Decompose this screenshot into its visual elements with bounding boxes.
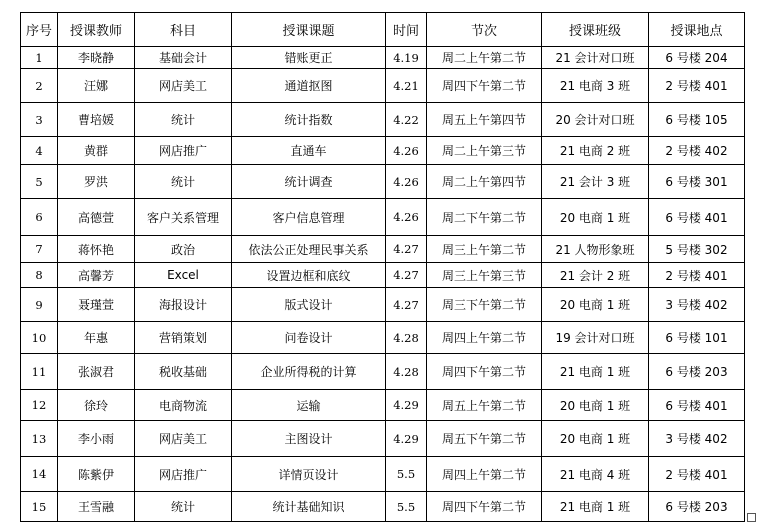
header-index: 序号 (21, 13, 58, 47)
cell-subject: Excel (135, 263, 232, 288)
header-topic: 授课课题 (232, 13, 386, 47)
header-period: 节次 (427, 13, 542, 47)
cell-index: 13 (21, 421, 58, 457)
cell-period: 周四下午第二节 (427, 69, 542, 103)
cell-class: 21 电商 1 班 (542, 492, 649, 522)
cell-subject: 政治 (135, 236, 232, 263)
cell-date: 4.29 (386, 421, 427, 457)
cell-period: 周五下午第二节 (427, 421, 542, 457)
cell-period: 周五上午第四节 (427, 103, 542, 137)
cell-class: 21 会计对口班 (542, 47, 649, 69)
cell-teacher: 黄群 (58, 137, 135, 165)
header-date: 时间 (386, 13, 427, 47)
cell-class: 20 会计对口班 (542, 103, 649, 137)
cell-date: 4.22 (386, 103, 427, 137)
cell-teacher: 高馨芳 (58, 263, 135, 288)
cell-location: 6 号楼 203 (649, 354, 745, 390)
cell-date: 4.28 (386, 322, 427, 354)
table-row (21, 236, 745, 263)
cell-index: 2 (21, 69, 58, 103)
cell-index: 8 (21, 263, 58, 288)
cell-class: 21 电商 2 班 (542, 137, 649, 165)
cell-index: 14 (21, 457, 58, 492)
cell-topic: 主图设计 (232, 421, 386, 457)
cell-topic: 统计基础知识 (232, 492, 386, 522)
table-row (21, 421, 745, 457)
cell-index: 7 (21, 236, 58, 263)
table-row (21, 288, 745, 322)
cell-teacher: 张淑君 (58, 354, 135, 390)
cell-date: 4.29 (386, 390, 427, 421)
cell-subject: 网店推广 (135, 137, 232, 165)
cell-location: 6 号楼 105 (649, 103, 745, 137)
cell-index: 10 (21, 322, 58, 354)
cell-index: 4 (21, 137, 58, 165)
cell-period: 周二上午第二节 (427, 47, 542, 69)
cell-teacher: 李小雨 (58, 421, 135, 457)
cell-subject: 税收基础 (135, 354, 232, 390)
cell-location: 2 号楼 401 (649, 69, 745, 103)
cell-period: 周三上午第三节 (427, 263, 542, 288)
cell-date: 5.5 (386, 492, 427, 522)
header-class: 授课班级 (542, 13, 649, 47)
cell-class: 20 电商 1 班 (542, 421, 649, 457)
table-resize-handle-icon[interactable] (747, 513, 756, 522)
cell-topic: 统计调查 (232, 165, 386, 199)
table-row (21, 199, 745, 236)
cell-index: 5 (21, 165, 58, 199)
cell-period: 周二上午第三节 (427, 137, 542, 165)
cell-location: 3 号楼 402 (649, 421, 745, 457)
cell-topic: 详情页设计 (232, 457, 386, 492)
cell-subject: 营销策划 (135, 322, 232, 354)
cell-date: 4.28 (386, 354, 427, 390)
cell-subject: 电商物流 (135, 390, 232, 421)
cell-topic: 通道抠图 (232, 69, 386, 103)
table-row (21, 492, 745, 522)
schedule-table (20, 12, 745, 522)
cell-topic: 直通车 (232, 137, 386, 165)
cell-period: 周三上午第二节 (427, 236, 542, 263)
table-row (21, 69, 745, 103)
cell-teacher: 徐玲 (58, 390, 135, 421)
schedule-table-container (20, 12, 745, 522)
header-location: 授课地点 (649, 13, 745, 47)
cell-location: 6 号楼 101 (649, 322, 745, 354)
table-row (21, 322, 745, 354)
cell-teacher: 李晓静 (58, 47, 135, 69)
cell-topic: 设置边框和底纹 (232, 263, 386, 288)
cell-class: 21 电商 4 班 (542, 457, 649, 492)
cell-date: 4.21 (386, 69, 427, 103)
table-row (21, 354, 745, 390)
cell-subject: 统计 (135, 103, 232, 137)
cell-period: 周五上午第二节 (427, 390, 542, 421)
cell-location: 2 号楼 401 (649, 457, 745, 492)
cell-index: 11 (21, 354, 58, 390)
cell-class: 19 会计对口班 (542, 322, 649, 354)
cell-subject: 基础会计 (135, 47, 232, 69)
cell-teacher: 蒋怀艳 (58, 236, 135, 263)
table-row (21, 47, 745, 69)
cell-topic: 依法公正处理民事关系 (232, 236, 386, 263)
cell-topic: 版式设计 (232, 288, 386, 322)
cell-period: 周四上午第二节 (427, 322, 542, 354)
cell-index: 12 (21, 390, 58, 421)
cell-teacher: 罗洪 (58, 165, 135, 199)
header-row (21, 13, 745, 47)
cell-teacher: 汪娜 (58, 69, 135, 103)
cell-index: 6 (21, 199, 58, 236)
cell-location: 6 号楼 401 (649, 390, 745, 421)
cell-period: 周四下午第二节 (427, 354, 542, 390)
cell-date: 5.5 (386, 457, 427, 492)
cell-topic: 企业所得税的计算 (232, 354, 386, 390)
header-teacher: 授课教师 (58, 13, 135, 47)
cell-subject: 网店美工 (135, 421, 232, 457)
table-row (21, 263, 745, 288)
header-subject: 科目 (135, 13, 232, 47)
cell-date: 4.19 (386, 47, 427, 69)
cell-date: 4.26 (386, 199, 427, 236)
cell-class: 21 电商 3 班 (542, 69, 649, 103)
cell-location: 6 号楼 401 (649, 199, 745, 236)
cell-period: 周二下午第二节 (427, 199, 542, 236)
cell-subject: 海报设计 (135, 288, 232, 322)
cell-location: 6 号楼 301 (649, 165, 745, 199)
cell-location: 6 号楼 203 (649, 492, 745, 522)
table-row (21, 137, 745, 165)
cell-teacher: 高德萱 (58, 199, 135, 236)
cell-teacher: 陈紫伊 (58, 457, 135, 492)
cell-topic: 统计指数 (232, 103, 386, 137)
cell-index: 1 (21, 47, 58, 69)
cell-period: 周二上午第四节 (427, 165, 542, 199)
cell-topic: 运输 (232, 390, 386, 421)
table-row (21, 103, 745, 137)
cell-date: 4.27 (386, 263, 427, 288)
cell-subject: 网店美工 (135, 69, 232, 103)
cell-period: 周三下午第二节 (427, 288, 542, 322)
cell-period: 周四上午第二节 (427, 457, 542, 492)
cell-class: 21 电商 1 班 (542, 354, 649, 390)
cell-date: 4.27 (386, 236, 427, 263)
table-body (21, 47, 745, 522)
cell-date: 4.26 (386, 137, 427, 165)
cell-index: 15 (21, 492, 58, 522)
cell-index: 9 (21, 288, 58, 322)
cell-location: 2 号楼 401 (649, 263, 745, 288)
cell-period: 周四下午第二节 (427, 492, 542, 522)
table-row (21, 165, 745, 199)
cell-topic: 客户信息管理 (232, 199, 386, 236)
cell-index: 3 (21, 103, 58, 137)
cell-class: 20 电商 1 班 (542, 199, 649, 236)
cell-class: 21 人物形象班 (542, 236, 649, 263)
cell-subject: 网店推广 (135, 457, 232, 492)
cell-class: 21 会计 2 班 (542, 263, 649, 288)
cell-date: 4.27 (386, 288, 427, 322)
cell-date: 4.26 (386, 165, 427, 199)
cell-location: 2 号楼 402 (649, 137, 745, 165)
cell-class: 20 电商 1 班 (542, 288, 649, 322)
cell-subject: 统计 (135, 165, 232, 199)
cell-class: 21 会计 3 班 (542, 165, 649, 199)
table-row (21, 457, 745, 492)
cell-teacher: 年惠 (58, 322, 135, 354)
cell-topic: 问卷设计 (232, 322, 386, 354)
cell-subject: 客户关系管理 (135, 199, 232, 236)
cell-topic: 错账更正 (232, 47, 386, 69)
cell-teacher: 聂瑾萱 (58, 288, 135, 322)
cell-subject: 统计 (135, 492, 232, 522)
cell-teacher: 王雪融 (58, 492, 135, 522)
cell-location: 3 号楼 402 (649, 288, 745, 322)
cell-teacher: 曹培媛 (58, 103, 135, 137)
cell-class: 20 电商 1 班 (542, 390, 649, 421)
table-row (21, 390, 745, 421)
cell-location: 5 号楼 302 (649, 236, 745, 263)
cell-location: 6 号楼 204 (649, 47, 745, 69)
